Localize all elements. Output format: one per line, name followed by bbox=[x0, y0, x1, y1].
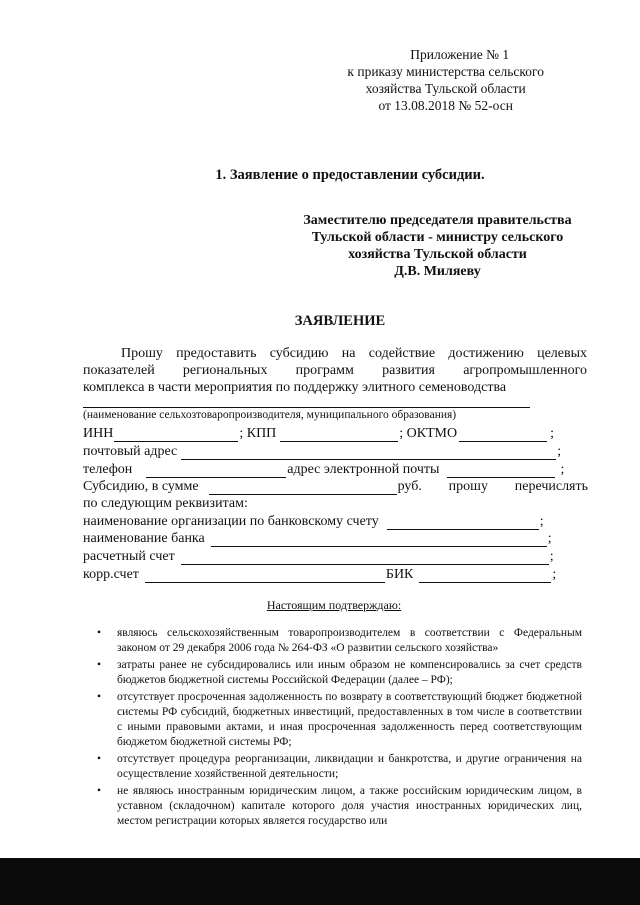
postal-row bbox=[83, 443, 573, 460]
addressee-block bbox=[270, 212, 605, 280]
phone-field[interactable] bbox=[146, 465, 286, 478]
bullet-icon: • bbox=[97, 753, 102, 765]
bik-field[interactable] bbox=[419, 570, 551, 583]
rub-label: руб. прошу перечислять bbox=[397, 479, 588, 494]
subsidy-label: Субсидию, в сумме bbox=[83, 479, 199, 494]
bik-label: БИК bbox=[385, 567, 414, 582]
request-line: показателей региональных программ развития агропромышленного bbox=[83, 363, 587, 378]
inn-row bbox=[83, 425, 573, 442]
bank-name-field[interactable] bbox=[211, 534, 547, 547]
list-item bbox=[97, 784, 582, 829]
semicolon: ; bbox=[549, 549, 554, 564]
subsidy-row bbox=[83, 478, 588, 495]
list-item-text: отсутствует процедура реорганизации, ликвидации и банкротства, и другие ограничения на осуществление хозяйственной деятельности; bbox=[117, 753, 582, 780]
kpp-label: ; КПП bbox=[239, 426, 277, 441]
addressee-line: хозяйства Тульской области bbox=[348, 247, 527, 262]
annex-line: хозяйства Тульской области bbox=[365, 81, 526, 96]
corr-field[interactable] bbox=[145, 570, 385, 583]
list-item bbox=[97, 626, 582, 656]
annex-line: от 13.08.2018 № 52-осн bbox=[378, 98, 513, 113]
semicolon: ; bbox=[550, 426, 554, 441]
account-field[interactable] bbox=[181, 552, 549, 565]
list-item bbox=[97, 690, 582, 750]
request-line: Прошу предоставить субсидию на содействие достижению целевых bbox=[121, 346, 587, 361]
addressee-line: Заместителю председателя правительства bbox=[303, 213, 572, 228]
bank-org-row bbox=[83, 513, 573, 530]
corr-label: корр.счет bbox=[83, 567, 139, 582]
addressee-line: Д.В. Миляеву bbox=[394, 264, 481, 279]
bullet-icon: • bbox=[97, 659, 102, 671]
request-paragraph bbox=[83, 345, 587, 396]
bank-name-label: наименование банка bbox=[83, 531, 205, 546]
inn-label: ИНН bbox=[83, 426, 114, 441]
bank-name-row bbox=[83, 530, 573, 547]
oktmo-field[interactable] bbox=[459, 429, 547, 442]
semicolon: ; bbox=[560, 462, 565, 477]
bank-org-field[interactable] bbox=[387, 517, 539, 530]
annex-line: к приказу министерства сельского bbox=[347, 64, 544, 79]
email-label: адрес электронной почты bbox=[287, 462, 440, 477]
list-item-text: не являюсь иностранным юридическим лицом, а также российским юридическим лицом, в уставном (складочном) капитале которого доля участия иностранных юридических лиц, местом регистрации которых является государство или bbox=[117, 785, 582, 827]
name-line[interactable] bbox=[83, 407, 530, 408]
list-item-text: являюсь сельскохозяйственным товаропроизводителем в соответствии с Федеральным законом от 29 декабря 2006 года № 264-ФЗ «О развитии сельского хозяйства» bbox=[117, 627, 582, 654]
semicolon: ; bbox=[547, 531, 552, 546]
phone-label: телефон bbox=[83, 462, 133, 477]
section-title: 1. Заявление о предоставлении субсидии. bbox=[215, 167, 485, 183]
bank-org-label: наименование организации по банковскому счету bbox=[83, 514, 379, 529]
inn-field[interactable] bbox=[114, 429, 238, 442]
account-row bbox=[83, 548, 573, 565]
document-heading: ЗАЯВЛЕНИЕ bbox=[294, 313, 386, 329]
postal-field[interactable] bbox=[181, 447, 556, 460]
oktmo-label: ; ОКТМО bbox=[399, 426, 458, 441]
postal-label: почтовый адрес bbox=[83, 444, 178, 459]
confirm-list bbox=[97, 626, 582, 831]
list-item-text: отсутствует просроченная задолженность по возврату в соответствующий бюджет бюджетной системы РФ субсидий, бюджетных инвестиций, предоставленных в том числе в соответствии с иными правовыми актами, и иная просроченная задолженность перед соответствующим бюджетом бюджетной системы РФ; bbox=[117, 691, 582, 748]
phone-row bbox=[83, 461, 573, 478]
bullet-icon: • bbox=[97, 691, 102, 703]
account-label: расчетный счет bbox=[83, 549, 175, 564]
bullet-icon: • bbox=[97, 627, 102, 639]
list-item bbox=[97, 658, 582, 688]
name-caption: (наименование сельхозтоваропроизводителя, муниципального образования) bbox=[83, 409, 457, 421]
details-row bbox=[83, 495, 573, 512]
bullet-icon: • bbox=[97, 785, 102, 797]
scan-bottom-edge bbox=[0, 858, 640, 905]
subsidy-amount-field[interactable] bbox=[209, 482, 397, 495]
corr-row bbox=[83, 566, 573, 583]
annex-block bbox=[347, 46, 544, 114]
annex-line: Приложение № 1 bbox=[410, 47, 510, 62]
request-line: комплекса в части мероприятия по поддержку элитного семеноводства bbox=[83, 380, 507, 395]
kpp-field[interactable] bbox=[280, 429, 398, 442]
semicolon: ; bbox=[539, 514, 544, 529]
addressee-line: Тульской области - министру сельского bbox=[311, 230, 564, 245]
semicolon: ; bbox=[552, 567, 557, 582]
list-item-text: затраты ранее не субсидировались или иным образом не компенсировались за счет средств бюджетов бюджетной системы Российской Федерации (далее – РФ); bbox=[117, 659, 582, 686]
details-label: по следующим реквизитам: bbox=[83, 496, 248, 511]
confirm-heading: Настоящим подтверждаю: bbox=[266, 598, 402, 612]
list-item bbox=[97, 752, 582, 782]
email-field[interactable] bbox=[447, 465, 555, 478]
semicolon: ; bbox=[557, 444, 562, 459]
